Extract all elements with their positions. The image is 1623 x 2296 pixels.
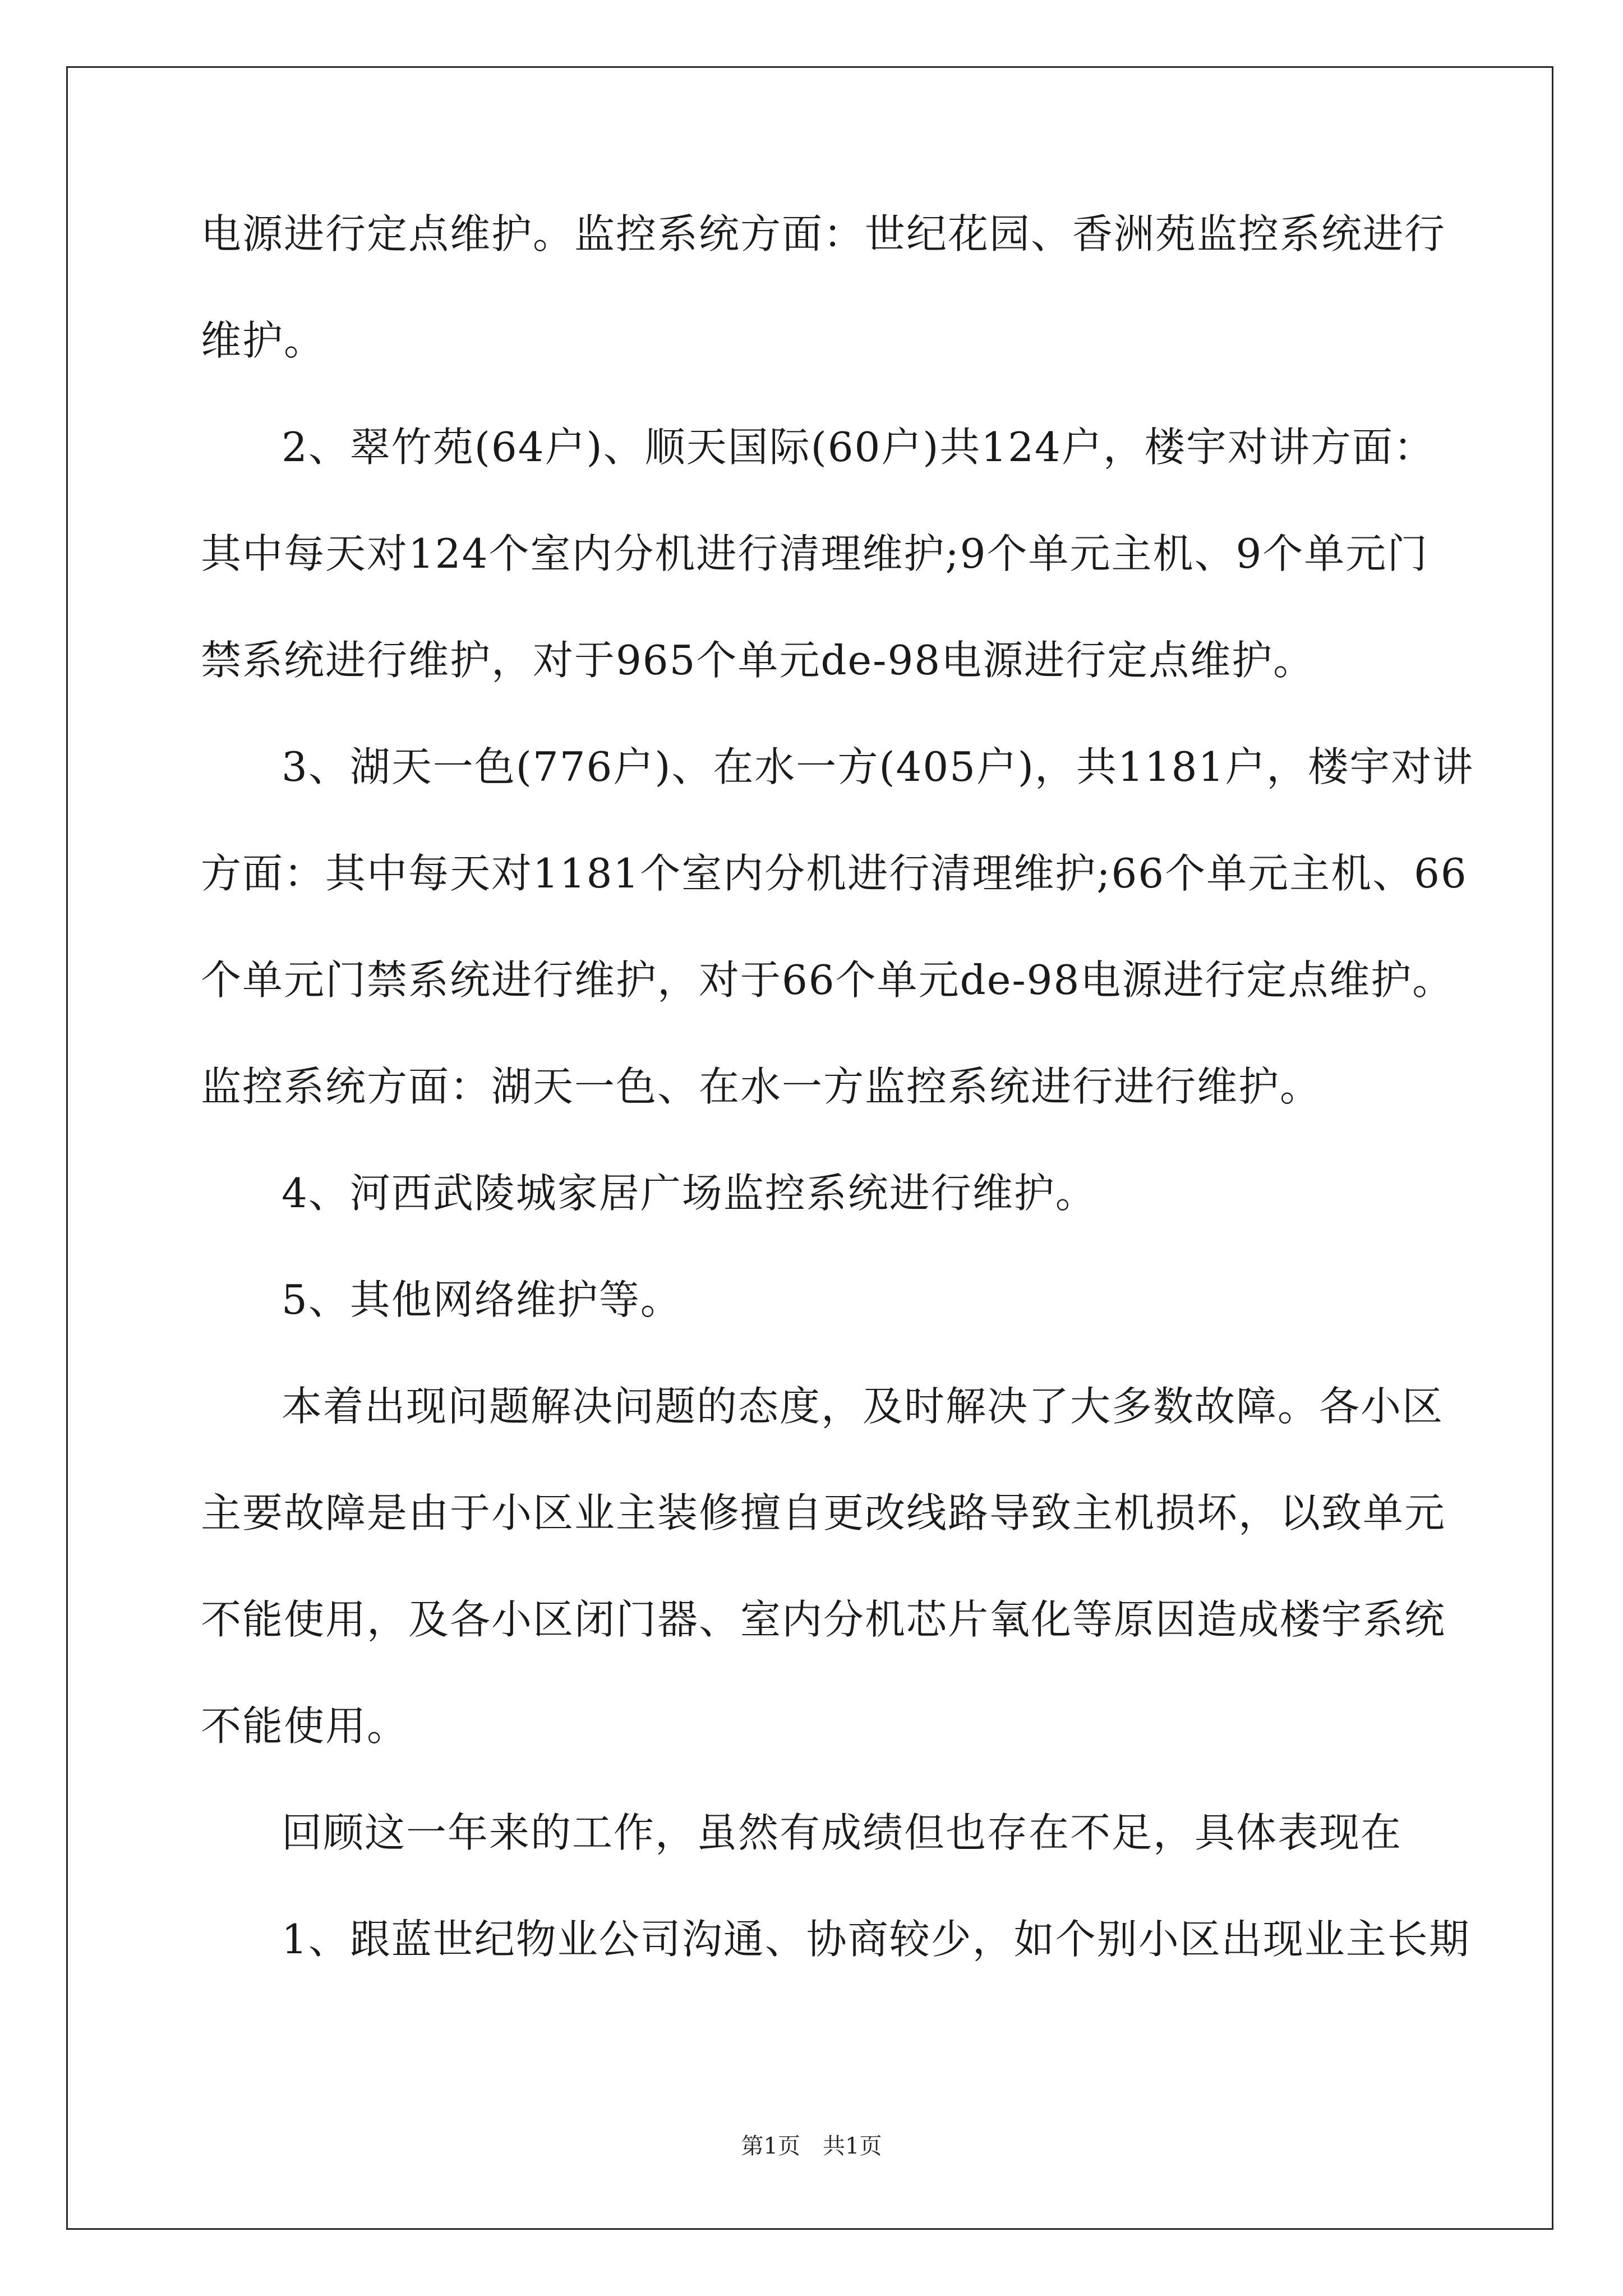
text-line: 禁系统进行维护，对于965个单元de-98电源进行定点维护。 (201, 637, 1315, 684)
text-line: 本着出现问题解决问题的态度，及时解决了大多数故障。各小区 (282, 1383, 1444, 1430)
text-line: 电源进行定点维护。监控系统方面：世纪花园、香洲苑监控系统进行 (201, 210, 1446, 257)
text-line: 监控系统方面：湖天一色、在水一方监控系统进行进行维护。 (201, 1063, 1322, 1110)
text-line: 个单元门禁系统进行维护，对于66个单元de-98电源进行定点维护。 (201, 956, 1454, 1004)
text-line: 3、湖天一色(776户)、在水一方(405户)，共1181户，楼宇对讲 (282, 743, 1474, 790)
page-total: 共1页 (823, 2133, 882, 2159)
page-footer (0, 2132, 1623, 2161)
text-line: 方面：其中每天对1181个室内分机进行清理维护;66个单元主机、66 (201, 850, 1468, 897)
text-line: 回顾这一年来的工作，虽然有成绩但也存在不足，具体表现在 (282, 1809, 1403, 1856)
text-line: 维护。 (201, 317, 326, 364)
text-line: 主要故障是由于小区业主装修擅自更改线路导致主机损坏，以致单元 (201, 1489, 1446, 1536)
text-line: 其中每天对124个室内分机进行清理维护;9个单元主机、9个单元门 (201, 530, 1429, 577)
text-line: 5、其他网络维护等。 (282, 1276, 682, 1323)
text-line: 不能使用。 (201, 1703, 409, 1750)
text-line: 4、河西武陵城家居广场监控系统进行维护。 (282, 1170, 1097, 1217)
text-line: 1、跟蓝世纪物业公司沟通、协商较少，如个别小区出现业主长期 (282, 1916, 1470, 1963)
page-number: 第1页 (741, 2133, 800, 2159)
text-line: 2、翠竹苑(64户)、顺天国际(60户)共124户，楼宇对讲方面： (282, 424, 1435, 471)
page-border (66, 66, 1553, 2230)
text-line: 不能使用，及各小区闭门器、室内分机芯片氧化等原因造成楼宇系统 (201, 1596, 1446, 1643)
